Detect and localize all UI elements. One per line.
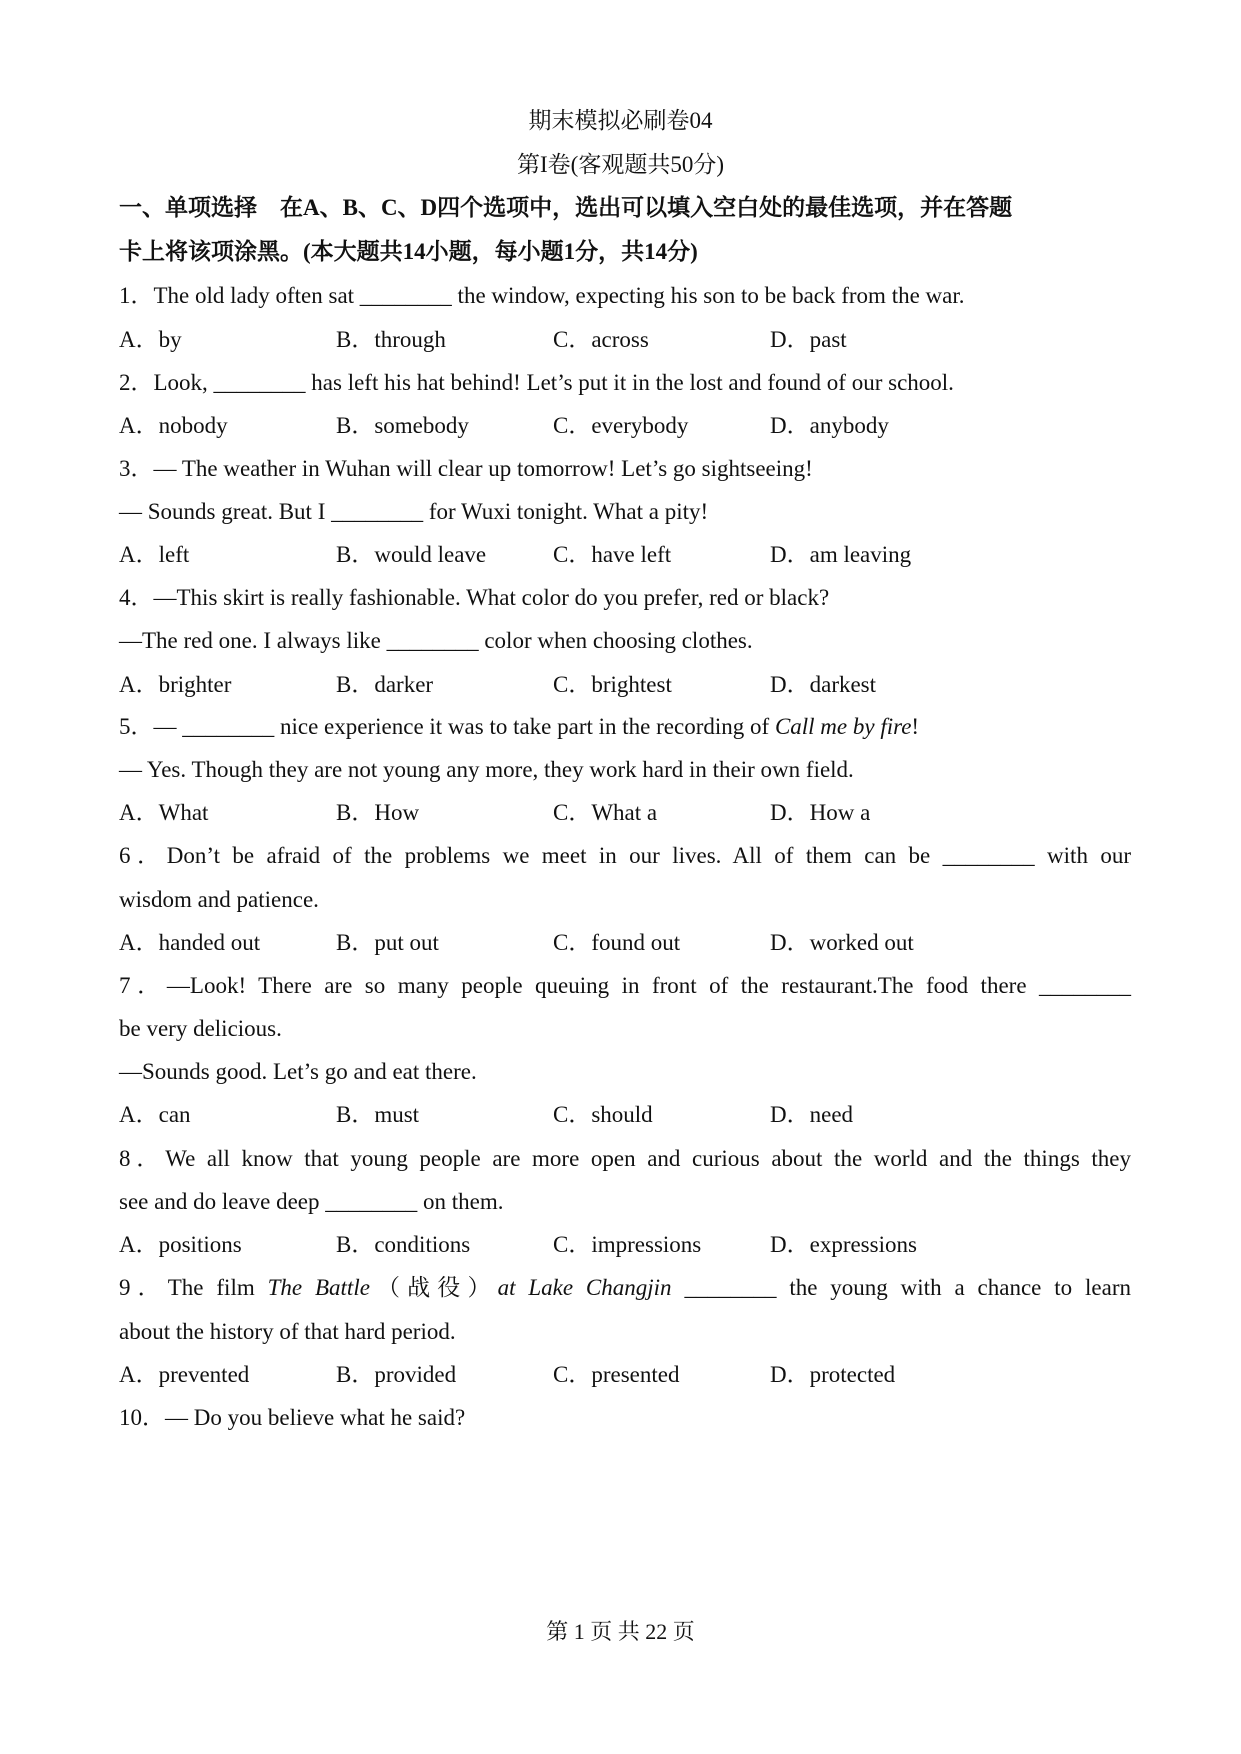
option-b: B．put out (336, 930, 439, 955)
question-5-text (119, 712, 1131, 742)
option-c: C．across (553, 327, 649, 352)
question-2-text: 2．Look, ________ has left his hat behind! Let’s put it in the lost and found of our school. (119, 370, 954, 395)
option-a: A．nobody (119, 413, 228, 438)
question-9-text-cn: （战役） (369, 1275, 498, 1300)
option-d: D．How a (770, 800, 871, 825)
option-b: B．somebody (336, 413, 469, 438)
option-d: D．am leaving (770, 542, 912, 567)
section-instructions-line1: 一、单项选择 在A、B、C、D四个选项中，选出可以填入空白处的最佳选项，并在答题 (119, 195, 1013, 220)
page-subtitle: 第I卷(客观题共50分) (517, 152, 724, 177)
option-a: A．left (119, 542, 190, 567)
question-6-text: 6．Don’t be afraid of the problems we meet in our lives. All of them can be ________ with our (119, 843, 1131, 868)
question-5-options (119, 798, 1131, 828)
option-b: B．must (336, 1102, 420, 1127)
option-b: B．would leave (336, 542, 487, 567)
option-c: C．everybody (553, 413, 689, 438)
option-b: B．conditions (336, 1232, 471, 1257)
question-2-options (119, 411, 1131, 441)
question-3-options (119, 540, 1131, 570)
option-c: C．found out (553, 930, 681, 955)
option-c: C．presented (553, 1362, 680, 1387)
option-c: C．What a (553, 800, 658, 825)
question-9-text-2: about the history of that hard period. (119, 1319, 456, 1344)
question-7-options (119, 1100, 1131, 1130)
option-b: B．How (336, 800, 420, 825)
section-instructions-line2: 卡上将该项涂黑。(本大题共14小题，每小题1分，共14分) (119, 239, 698, 264)
question-5-text-b: ! (911, 714, 920, 739)
option-b: B．through (336, 327, 446, 352)
question-5-title-italic: Call me by fire (774, 714, 912, 739)
option-d: D．worked out (770, 930, 914, 955)
question-5-text-2: — Yes. Though they are not young any more, they work hard in their own field. (119, 757, 854, 782)
option-a: A．can (119, 1102, 191, 1127)
question-7-text-2: be very delicious. (119, 1016, 282, 1041)
question-9-title-italic-2: at Lake Changjin (497, 1275, 672, 1300)
option-c: C．have left (553, 542, 672, 567)
question-5-text-a: 5．— ________ nice experience it was to take part in the recording of (119, 714, 775, 739)
question-9-title-italic: The Battle (267, 1275, 370, 1300)
question-4-text-2: —The red one. I always like ________ color when choosing clothes. (119, 628, 753, 653)
question-1-options (119, 325, 1131, 355)
question-7-text: 7．—Look! There are so many people queuing in front of the restaurant.The food there ________ (119, 973, 1131, 998)
option-a: A．brighter (119, 672, 232, 697)
question-4-text: 4．—This skirt is really fashionable. What color do you prefer, red or black? (119, 585, 830, 610)
question-9-options (119, 1360, 1131, 1390)
option-a: A．handed out (119, 930, 261, 955)
option-a: A．by (119, 327, 182, 352)
question-1-text: 1．The old lady often sat ________ the window, expecting his son to be back from the war. (119, 283, 965, 308)
question-3-text-2: — Sounds great. But I ________ for Wuxi tonight. What a pity! (119, 499, 709, 524)
question-8-text: 8．We all know that young people are more open and curious about the world and the things they (119, 1146, 1131, 1171)
option-b: B．provided (336, 1362, 457, 1387)
option-b: B．darker (336, 672, 434, 697)
question-6-text-2: wisdom and patience. (119, 887, 319, 912)
option-d: D．protected (770, 1362, 896, 1387)
option-a: A．positions (119, 1232, 242, 1257)
option-c: C．brightest (553, 672, 672, 697)
option-d: D．darkest (770, 672, 877, 697)
page-footer: 第 1 页 共 22 页 (546, 1619, 695, 1644)
option-c: C．impressions (553, 1232, 702, 1257)
question-9-text (119, 1273, 1131, 1303)
option-c: C．should (553, 1102, 653, 1127)
question-7-text-3: —Sounds good. Let’s go and eat there. (119, 1059, 477, 1084)
question-10-text: 10．— Do you believe what he said? (119, 1405, 466, 1430)
question-8-text-2: see and do leave deep ________ on them. (119, 1189, 504, 1214)
option-d: D．past (770, 327, 847, 352)
question-3-text: 3．— The weather in Wuhan will clear up tomorrow! Let’s go sightseeing! (119, 456, 813, 481)
option-a: A．What (119, 800, 209, 825)
question-9-text-a: 9．The film (119, 1275, 268, 1300)
question-9-text-b: ________ the young with a chance to learn (671, 1275, 1131, 1300)
option-d: D．need (770, 1102, 854, 1127)
question-4-options (119, 670, 1131, 700)
question-8-options (119, 1230, 1131, 1260)
option-a: A．prevented (119, 1362, 250, 1387)
option-d: D．anybody (770, 413, 889, 438)
option-d: D．expressions (770, 1232, 917, 1257)
question-6-options (119, 928, 1131, 958)
page-title: 期末模拟必刷卷04 (528, 108, 713, 133)
